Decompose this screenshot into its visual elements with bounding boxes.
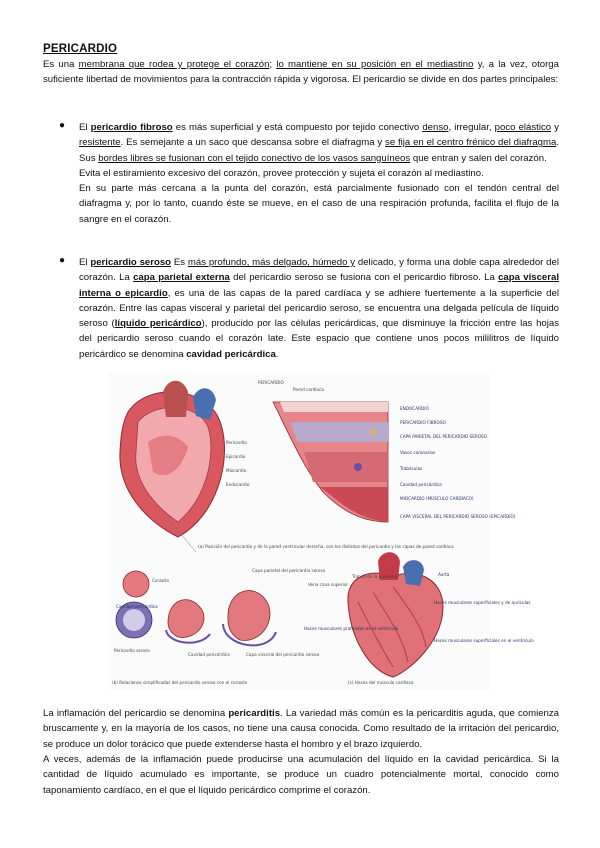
term-pericarditis: pericarditis <box>228 708 281 719</box>
bullet-serous-pericardium <box>79 255 559 362</box>
bullet-dot: ● <box>59 255 66 266</box>
text: , irregular, <box>448 122 495 133</box>
label-pericardio: PERICARDIO <box>258 380 284 385</box>
paragraph: Evita el estiramiento excesivo del corazón, provee protección y sujeta el corazón al mediastino. <box>79 167 484 179</box>
text: , es una de las capas de la pared cardíaca y se adhiere fuertemente a la superficie del corazón. Entre las capas visceral y parietal del pericardio seroso, se encuentra una delgada película de líquido seroso ( <box>79 287 559 330</box>
text: y, a la vez, otorga suficiente libertad de movimientos para la contracción rápida y vigorosa. El pericardio se divide en dos partes principales: <box>43 59 559 86</box>
label-capa-parietal: CAPA PARIETAL DEL PERICARDIO SEROSO <box>400 434 488 439</box>
label-trabeculas: Trabéculas <box>400 466 423 471</box>
bullet-dot: ● <box>59 120 66 131</box>
pericardium-anatomy-figure <box>108 372 534 690</box>
text: Es una <box>43 59 79 70</box>
label-epicardio: Epicardio <box>226 454 246 459</box>
term-parietal-layer: capa parietal externa <box>133 272 230 284</box>
underlined-text: más profundo, más delgado, húmedo y <box>187 257 356 268</box>
text: del pericardio seroso se fusiona con el pericardio fibroso. La <box>229 272 499 284</box>
text: es más superficial y está compuesto por tejido conectivo <box>172 122 423 133</box>
text: Es <box>171 257 188 268</box>
underlined-text: denso <box>422 122 449 133</box>
underlined-text: lo mantiene en su posición en el mediastino <box>276 59 474 70</box>
text: y <box>551 122 559 133</box>
label-haces-profundos: Haces musculares profundos en el ventrículo <box>304 626 399 631</box>
label-vena-cava: Vena cava superior <box>308 582 349 587</box>
underlined-text: bordes libres se fusionan con el tejido conectivo de los vasos sanguíneos <box>98 152 411 164</box>
label-capa-visceral: CAPA VISCERAL DEL PERICARDIO SEROSO (EPICARDIO) <box>400 514 516 519</box>
text: El <box>79 257 91 268</box>
caption-a: (a) Posición del pericardio y de la pared ventricular derecha, con los distintos del pericardio y las capas de pared cardíaca <box>198 544 454 549</box>
text: . La variedad más común es la pericarditis aguda, que comienza bruscamente y, en la mayoría de los casos, no tiene una causa conocida. Como resultado de la irritación del pericardio, se produce un dolor torácico que puede extenderse hasta el hombro y el brazo izquierdo. <box>43 708 560 750</box>
underlined-text: resistente <box>79 137 121 149</box>
label-endocardio: Endocardio <box>226 482 250 487</box>
label-tronco-pulmonar: Tronco de la pulmonar <box>352 574 399 579</box>
caption-b: (b) Relaciones simplificadas del pericardio seroso con el corazón <box>112 680 248 685</box>
label-pericardio-fibroso: PERICARDIO FIBROSO <box>400 420 446 425</box>
label-miocardio-right: MIOCARDIO (MÚSCULO CARDÍACO) <box>400 496 474 501</box>
label-pericardio-left: Pericardio <box>226 440 247 445</box>
label-capa-parietal-b: Capa parietal del pericardio seroso <box>252 568 326 573</box>
label-haces-superficiales: Haces musculares superficiales en el ventrículo <box>434 638 534 643</box>
term-serous-pericardium: pericardio seroso <box>90 257 172 268</box>
term-fibrous-pericardium: pericardio fibroso <box>90 122 173 133</box>
text: . Sus <box>79 137 559 164</box>
text: que entran y salen del corazón. <box>410 152 547 164</box>
underlined-text: poco elástico <box>494 122 552 133</box>
term-visceral-layer: capa visceral interna o epicardio <box>79 272 560 299</box>
label-miocardio: Miocardio <box>226 468 247 473</box>
label-pericardio-seroso: Pericardio seroso <box>114 648 150 653</box>
text: . <box>275 348 279 360</box>
label-pared-cardiaca: Pared cardíaca <box>293 387 324 392</box>
text: La inflamación del pericardio se denomina <box>43 708 229 719</box>
label-cavidad-pericardica-b: Cavidad pericárdica <box>116 604 158 609</box>
pericarditis-paragraph <box>43 706 559 752</box>
underlined-text: se fija en el centro frénico del diafragma <box>385 137 557 149</box>
caption-c: (c) Haces del músculo cardíaco <box>348 680 414 685</box>
page-title: PERICARDIO <box>43 43 118 55</box>
label-cavidad-pericardica-c: Cavidad pericárdica <box>188 652 230 657</box>
text: El <box>79 122 91 133</box>
underlined-text: membrana que rodea y protege el corazón <box>78 59 270 70</box>
label-corazon: Corazón <box>152 578 170 583</box>
term-pericardial-cavity: cavidad pericárdica <box>186 348 276 360</box>
label-cavidad-pericardica: Cavidad pericárdica <box>400 482 442 487</box>
bullet-fibrous-pericardium <box>79 120 559 227</box>
label-haces-auriculas: Haces musculares superficiales y de auriculas <box>434 600 531 605</box>
text: ; <box>269 59 277 70</box>
label-aorta: Aorta <box>438 572 450 577</box>
text: ), producido por las células pericárdicas, que disminuye la fricción entre las hojas del pericardio seroso cuando el corazón late. Este espacio que contiene unos pocos mililitros de líquido pericárdico se denomina <box>79 318 560 360</box>
tamponade-paragraph: A veces, además de la inflamación puede producirse una acumulación del líquido en la cavidad pericárdica. Si la cantidad de líquido acumulado es importante, se produce un cuadro potencialmente mortal, conocido como taponamiento cardíaco, en el que el líquido pericárdico comprime el corazón. <box>43 754 559 796</box>
term-pericardial-fluid: líquido pericárdico <box>114 318 202 330</box>
label-endocardio-right: ENDOCARDIO <box>400 406 429 411</box>
text: . Es semejante a un saco que descansa sobre el diafragma y <box>120 137 386 149</box>
label-vasos-coronarios: Vasos coronarios <box>400 450 436 455</box>
intro-paragraph <box>43 57 559 88</box>
paragraph: En su parte más cercana a la punta del corazón, está parcialmente fusionado con el tendón central del diafragma y, por lo tanto, cuando éste se mueve, en el caso de una respiración profunda, facilita el flujo de la sangre en el corazón. <box>79 183 559 225</box>
label-capa-visceral-b: Capa visceral del pericardio seroso <box>246 652 320 657</box>
text: delicado, y forma una doble capa alrededor del corazón. La <box>79 257 559 284</box>
